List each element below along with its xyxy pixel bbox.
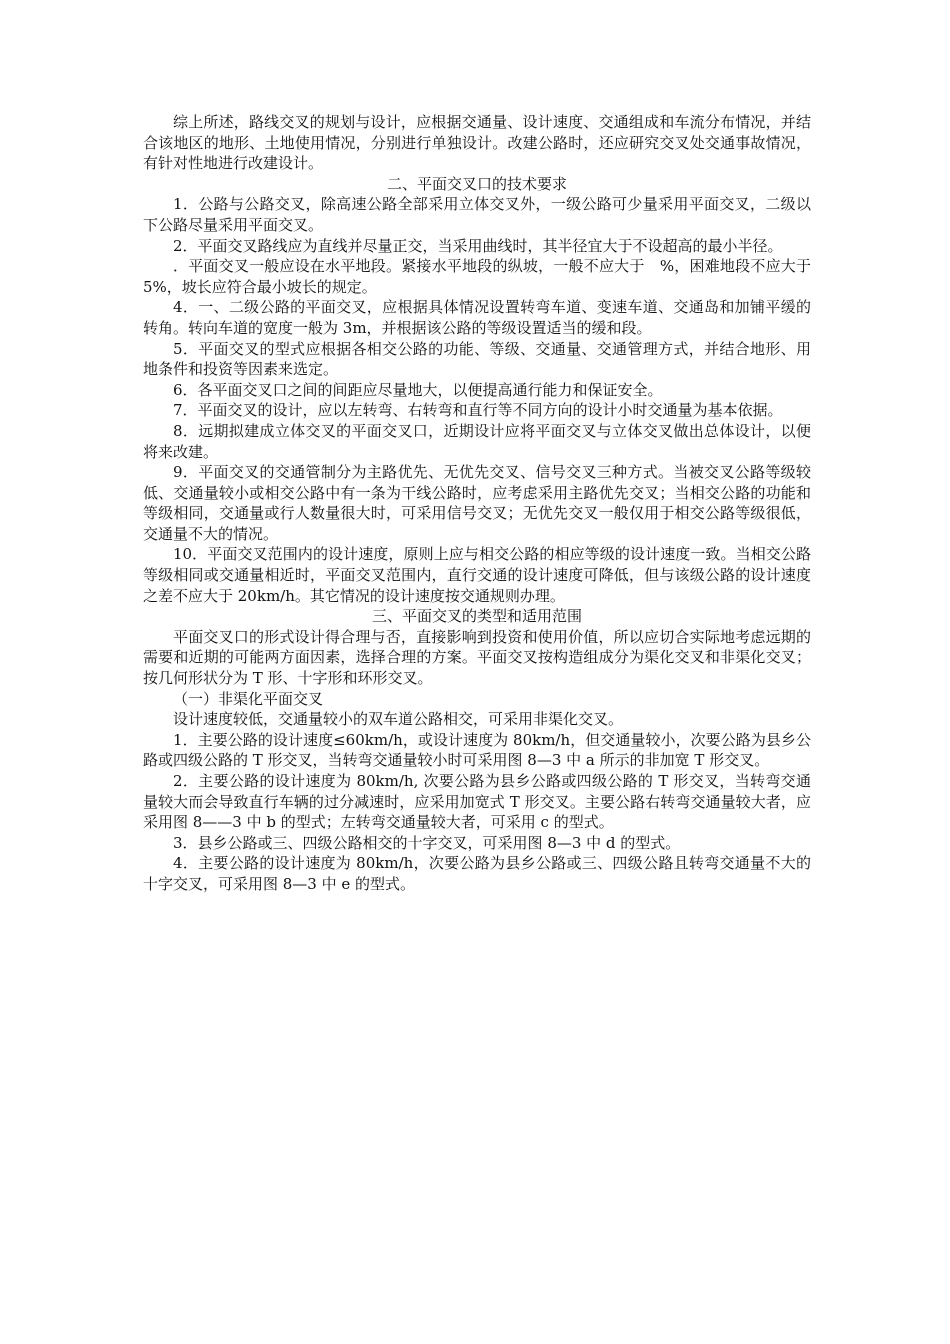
section-2-item-6: 6．各平面交叉口之间的间距应尽量地大，以便提高通行能力和保证安全。 (173, 380, 663, 399)
section-2-item-8: 8．远期拟建成立体交叉的平面交叉口，近期设计应将平面交叉与立体交叉做出总体设计，以便将来改建。 (143, 421, 811, 461)
section-2-heading: 二、平面交叉口的技术要求 (386, 174, 567, 193)
section-2-item-5: 5．平面交叉的型式应根据各相交公路的功能、等级、交通量、交通管理方式，并结合地形、用地条件和投资等因素来选定。 (143, 339, 811, 379)
section-2-item-9: 9．平面交叉的交通管制分为主路优先、无优先交叉、信号交叉三种方式。当被交叉公路等级较低、交通量较小或相交公路中有一条为干线公路时，应考虑采用主路优先交叉；当相交公路的功能和等级相同，交通量或行人数量很大时，可采用信号交叉；无优先交叉一般仅用于相交公路等级很低，交通量不大的情况。 (143, 463, 811, 543)
intro-paragraph: 综上所述，路线交叉的规划与设计，应根据交通量、设计速度、交通组成和车流分布情况，并结合该地区的地形、土地使用情况，分别进行单独设计。改建公路时，还应研究交叉处交通事故情况，有针对性地进行改建设计。 (143, 113, 811, 173)
section-3-item-4: 4．主要公路的设计速度为 80km/h，次要公路为县乡公路或三、四级公路且转弯交通量不大的十字交叉，可采用图 8—3 中 e 的型式。 (143, 854, 811, 893)
section-3-heading: 三、平面交叉的类型和适用范围 (371, 607, 582, 626)
section-2-item-4: 4．一、二级公路的平面交叉，应根据具体情况设置转弯车道、变速车道、交通岛和加铺平缓的转角。转向车道的宽度一般为 3m，并根据该公路的等级设置适当的缓和段。 (143, 298, 811, 337)
section-3-subheading: （一）非渠化平面交叉 (173, 689, 324, 708)
section-3-intro: 平面交叉口的形式设计得合理与否，直接影响到投资和使用价值，所以应切合实际地考虑远期的需要和近期的可能两方面因素，选择合理的方案。平面交叉按构造组成分为渠化交叉和非渠化交叉；按几何形状分为 T 形、十字形和环形交叉。 (143, 627, 811, 688)
section-2-item-2: 2．平面交叉路线应为直线并尽量正交，当采用曲线时，其半径宜大于不设超高的最小半径。 (173, 236, 783, 255)
section-3-item-1: 1．主要公路的设计速度≤60km/h，或设计速度为 80km/h，但交通量较小，次要公路为县乡公路或四级公路的 T 形交叉，当转弯交通量较小时可采用图 8—3 中 a 所示的非加宽 T 形交叉。 (143, 730, 811, 770)
section-3-item-3: 3．县乡公路或三、四级公路相交的十字交叉，可采用图 8—3 中 d 的型式。 (173, 833, 681, 852)
section-3-sub-intro: 设计速度较低，交通量较小的双车道公路相交，可采用非渠化交叉。 (173, 710, 624, 729)
section-2-item-7: 7．平面交叉的设计，应以左转弯、右转弯和直行等不同方向的设计小时交通量为基本依据。 (173, 401, 783, 420)
section-2-item-10: 10．平面交叉范围内的设计速度，原则上应与相交公路的相应等级的设计速度一致。当相交公路等级相同或交通量相近时，平面交叉范围内，直行交通的设计速度可降低，但与该级公路的设计速度之差不应大于 20km/h。其它情况的设计速度按交通规则办理。 (143, 545, 811, 605)
section-2-item-3: ．平面交叉一般应设在水平地段。紧接水平地段的纵坡，一般不应大于 %，困难地段不应大于 5%，坡长应符合最小坡长的规定。 (143, 257, 811, 296)
section-3-item-2: 2．主要公路的设计速度为 80km/h, 次要公路为县乡公路或四级公路的 T 形交叉，当转弯交通量较大而会导致直行车辆的过分减速时，应采用加宽式 T 形交叉。主要公路右转弯交通量较大者，应采用图 8——3 中 b 的型式；左转弯交通量较大者，可采用 c 的型式。 (143, 772, 811, 832)
document-body (143, 112, 811, 895)
section-2-item-1: 1．公路与公路交叉，除高速公路全部采用立体交叉外，一级公路可少量采用平面交叉，二级以下公路尽量采用平面交叉。 (143, 195, 811, 234)
